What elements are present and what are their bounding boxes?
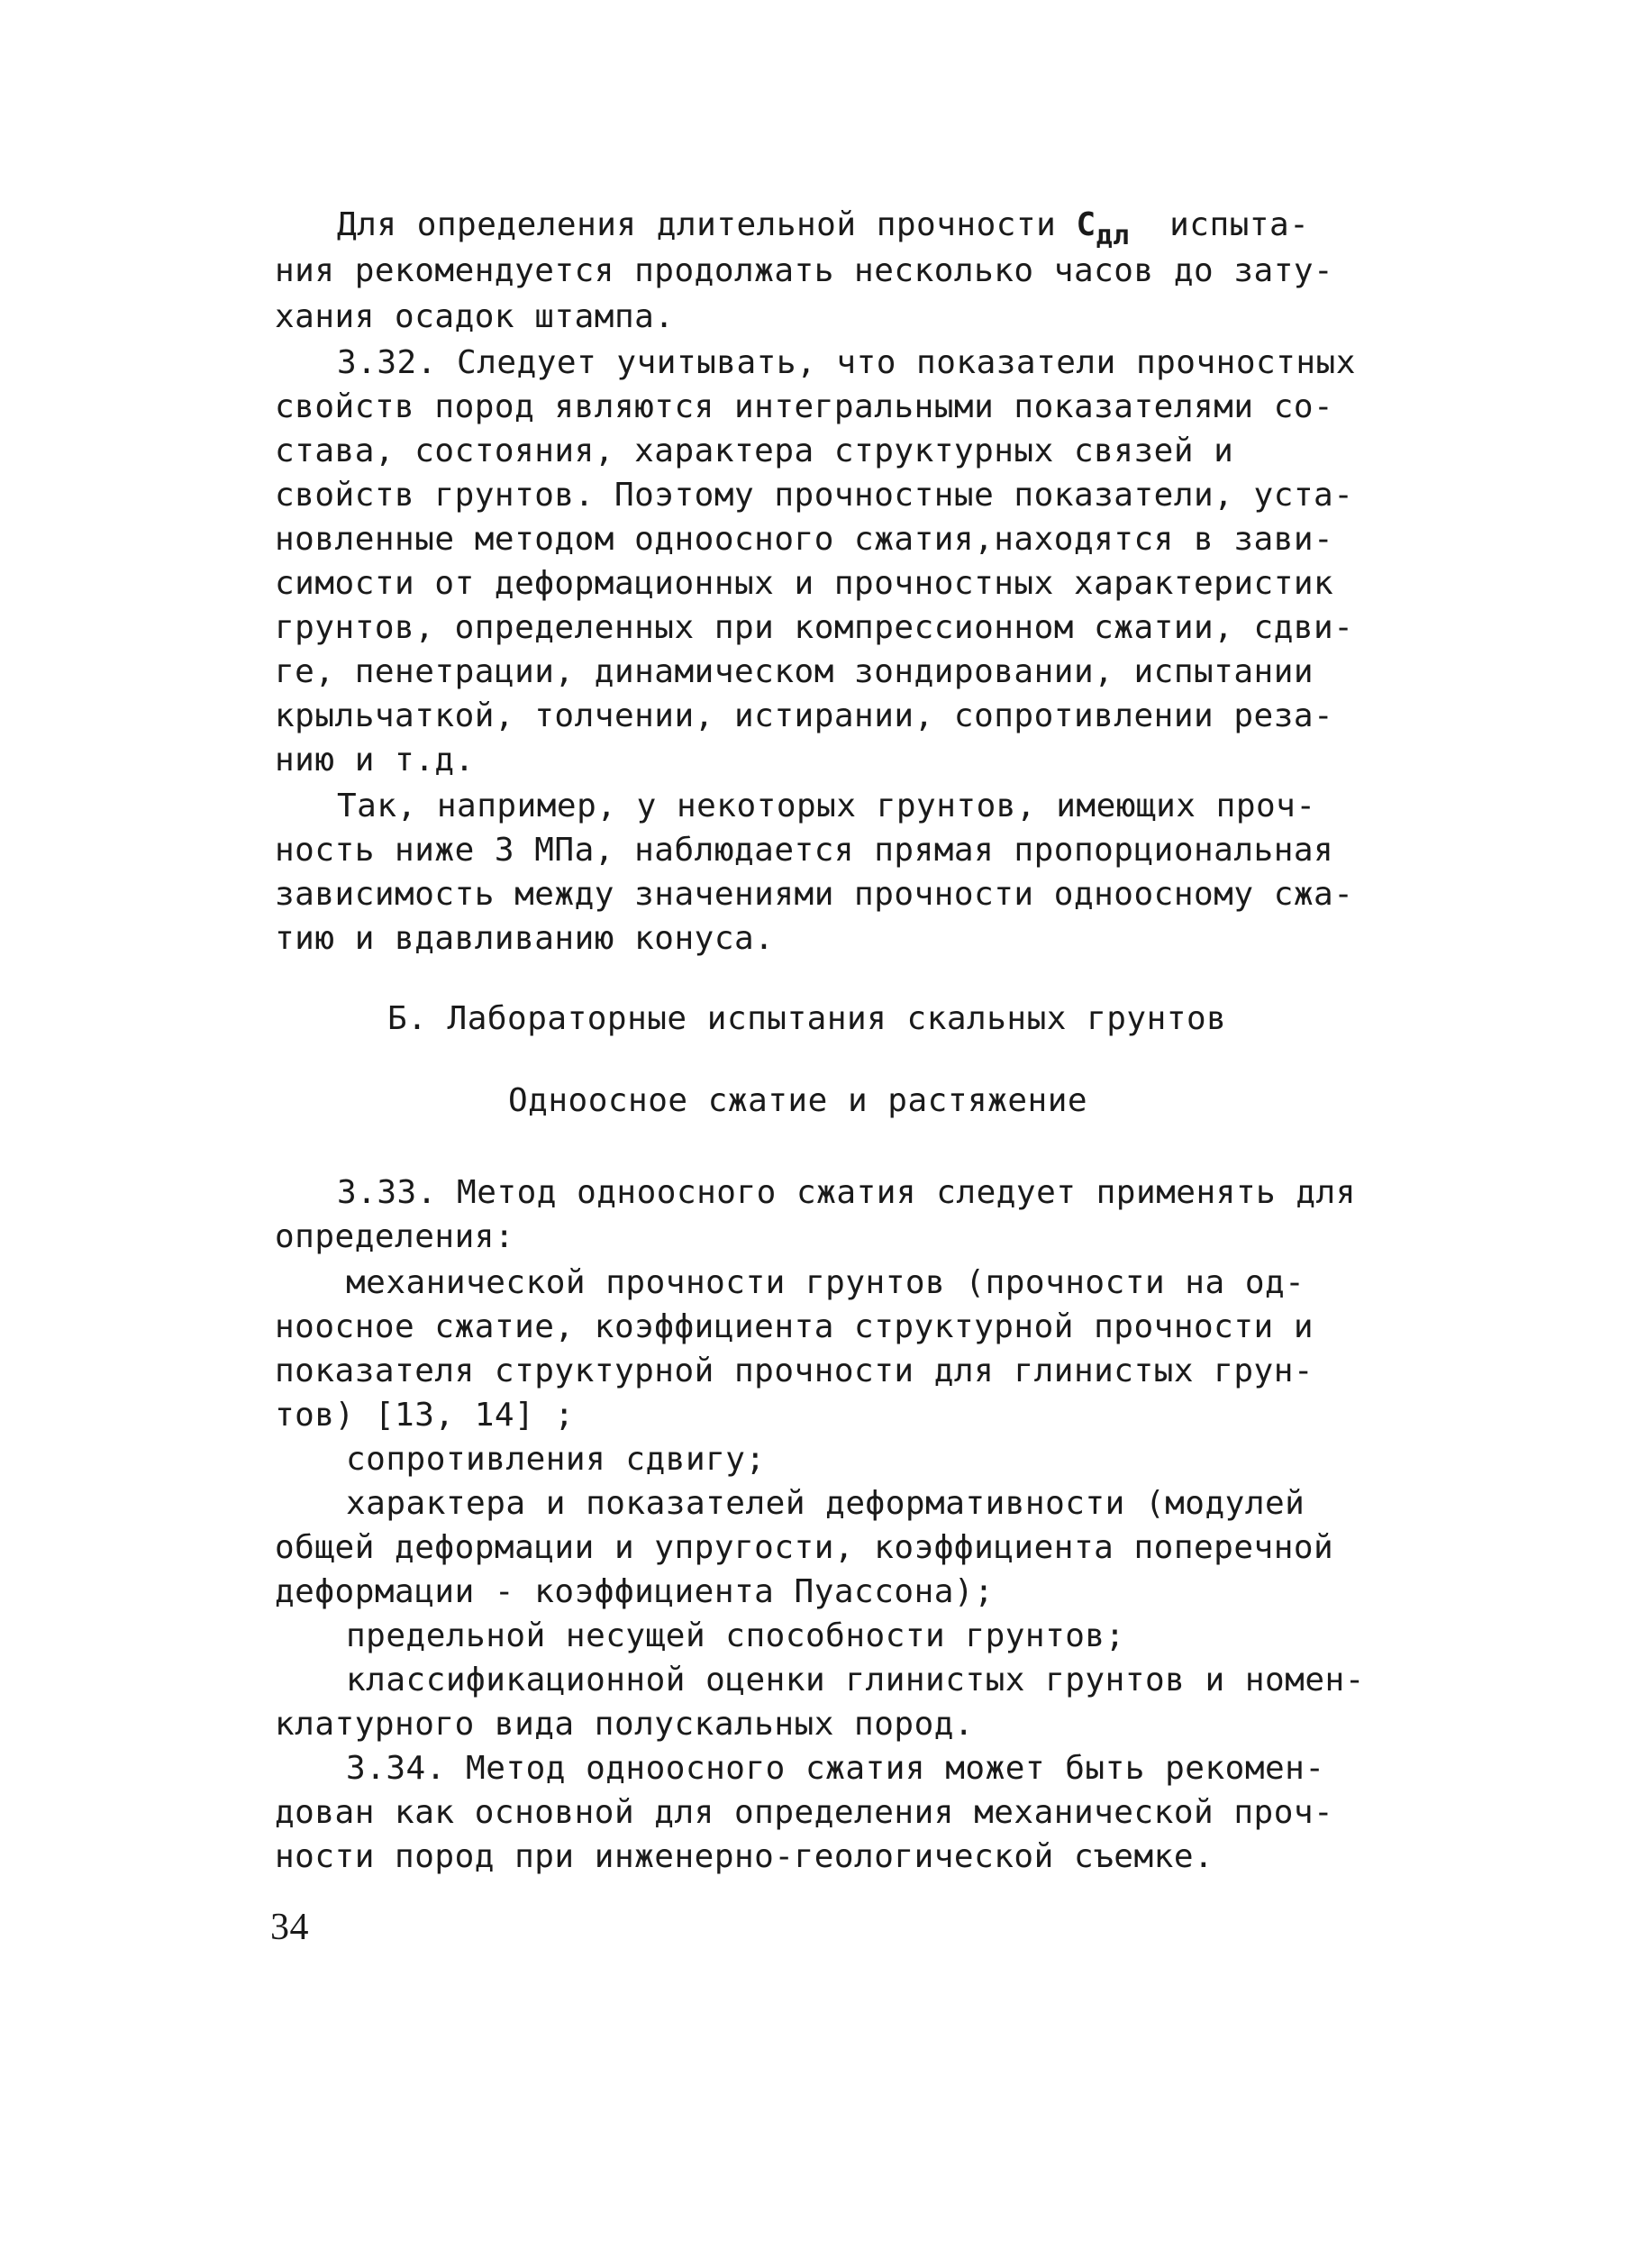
text-line-p2-1: 3.32. Следует учитывать, что показатели прочностных bbox=[337, 344, 1356, 381]
text-line-p5-1: 3.34. Метод одноосного сжатия может быть рекомен- bbox=[346, 1750, 1325, 1787]
text-line-p3-4: тию и вдавливанию конуса. bbox=[275, 920, 775, 957]
text-line-p1-2: ния рекомендуется продолжать несколько часов до зату- bbox=[275, 252, 1334, 289]
text-line-p2-7: грунтов, определенных при компрессионном сжатии, сдви- bbox=[275, 609, 1354, 646]
list-item-5-line-1: классификационной оценки глинистых грунтов и номен- bbox=[346, 1662, 1365, 1699]
list-item-3-line-2: общей деформации и упругости, коэффициента поперечной bbox=[275, 1529, 1334, 1566]
list-item-1-line-3: показателя структурной прочности для глинистых грун- bbox=[275, 1353, 1314, 1389]
text-line-p2-9: крыльчаткой, толчении, истирании, сопротивлении реза- bbox=[275, 697, 1334, 734]
text-line-p2-4: свойств грунтов. Поэтому прочностные показатели, уста- bbox=[275, 477, 1354, 514]
text-line-p2-6: симости от деформационных и прочностных характеристик bbox=[275, 565, 1334, 602]
text-line-p3-1: Так, например, у некоторых грунтов, имеющих проч- bbox=[337, 788, 1316, 824]
list-item-3-line-1: характера и показателей деформативности (модулей bbox=[346, 1485, 1305, 1522]
list-item-1-line-4: тов) [13, 14] ; bbox=[275, 1397, 575, 1434]
strength-symbol: С bbox=[1076, 206, 1096, 243]
text-line-p2-8: ге, пенетрации, динамическом зондировании, испытании bbox=[275, 653, 1314, 690]
list-item-4-line-1: предельной несущей способности грунтов; bbox=[346, 1617, 1125, 1654]
list-item-2-line-1: сопротивления сдвигу; bbox=[346, 1441, 766, 1478]
text-line-p5-2: дован как основной для определения механической проч- bbox=[275, 1794, 1334, 1831]
text-line-p4-2: определения: bbox=[275, 1218, 515, 1255]
list-item-1-line-2: ноосное сжатие, коэффициента структурной прочности и bbox=[275, 1308, 1314, 1345]
section-heading: Б. Лабораторные испытания скальных грунтов bbox=[387, 1000, 1227, 1037]
text-line-p3-2: ность ниже 3 МПа, наблюдается прямая пропорциональная bbox=[275, 832, 1334, 869]
text-line-p2-2: свойств пород являются интегральными показателями со- bbox=[275, 388, 1334, 425]
text-line-p5-3: ности пород при инженерно-геологической съемке. bbox=[275, 1838, 1214, 1875]
text-line-p3-3: зависимость между значениями прочности одноосному сжа- bbox=[275, 876, 1354, 913]
text-line-p2-5: новленные методом одноосного сжатия,находятся в зави- bbox=[275, 521, 1334, 558]
list-item-5-line-2: клатурного вида полускальных пород. bbox=[275, 1706, 975, 1743]
text-line-p4-1: 3.33. Метод одноосного сжатия следует применять для bbox=[337, 1174, 1356, 1211]
subsection-heading: Одноосное сжатие и растяжение bbox=[508, 1082, 1088, 1119]
page-number: 34 bbox=[270, 1907, 309, 1948]
list-item-1-line-1: механической прочности грунтов (прочности на од- bbox=[346, 1264, 1305, 1301]
text-line-p2-3: става, состояния, характера структурных связей и bbox=[275, 433, 1234, 469]
text-line-p1-3: хания осадок штампа. bbox=[275, 298, 675, 335]
text-line-p2-10: нию и т.д. bbox=[275, 742, 475, 779]
text-line-p1-1: Для определения длительной прочности $С_{дл}$ испыта- bbox=[337, 206, 1310, 251]
strength-symbol-subscript: дл bbox=[1096, 220, 1130, 251]
list-item-3-line-3: деформации - коэффициента Пуассона); bbox=[275, 1573, 995, 1610]
